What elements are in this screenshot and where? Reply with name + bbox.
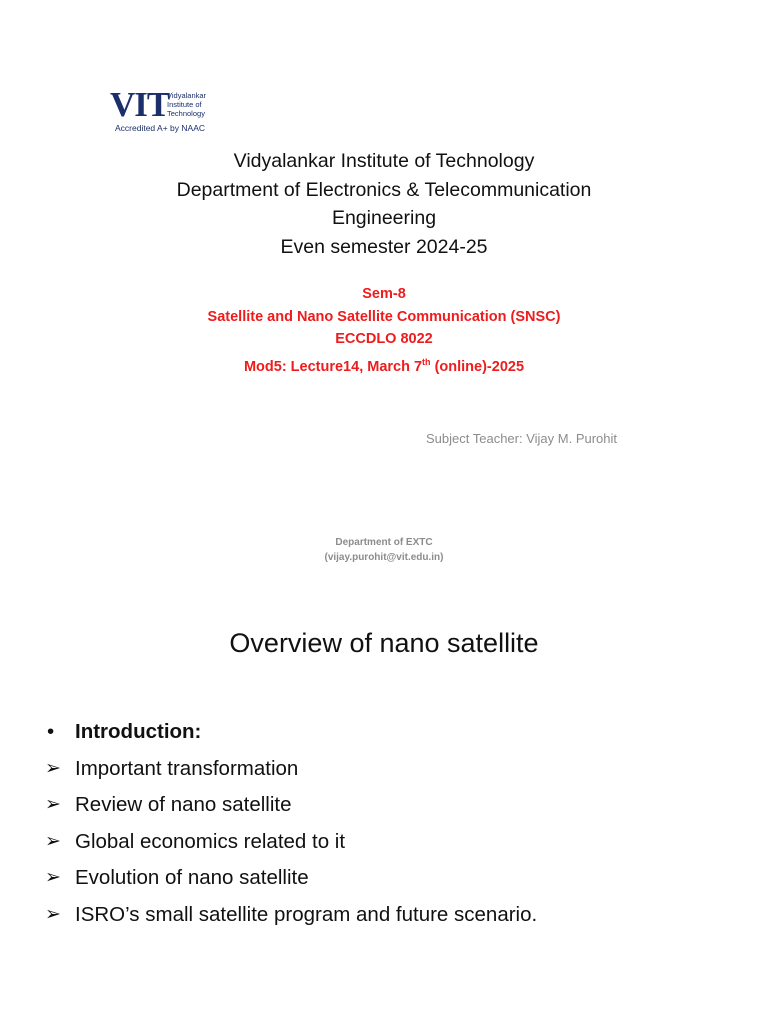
slide-title: Overview of nano satellite: [229, 628, 539, 658]
list-item-text: Important transformation: [75, 756, 299, 780]
lecture-info: [0, 351, 768, 378]
intro-label: Introduction:: [75, 720, 202, 743]
list-item: [45, 787, 537, 824]
logo-mark: VIT: [110, 85, 170, 124]
institute-name: Vidyalankar Institute of Technology: [233, 150, 535, 172]
arrow-bullet-icon: ➢: [45, 903, 61, 925]
sem-label: Sem-8: [362, 286, 406, 302]
arrow-bullet-icon: ➢: [45, 757, 61, 779]
department-name: Department of Electronics & Telecommunication: [176, 178, 592, 201]
topic-list: [45, 714, 537, 933]
department-footer-name: Department of EXTC: [335, 537, 433, 548]
logo-name-line: Institute of: [167, 100, 202, 109]
list-item: [45, 897, 537, 934]
lecture-suffix: (online)-2025: [430, 358, 525, 375]
list-item: [45, 751, 537, 788]
arrow-bullet-icon: ➢: [45, 794, 61, 815]
course-info: [0, 283, 768, 378]
list-item-text: Evolution of nano satellite: [75, 866, 309, 889]
list-item-text: Global economics related to it: [75, 829, 346, 853]
department-footer: [0, 536, 768, 565]
lecture-sup: th: [422, 356, 431, 367]
arrow-bullet-icon: ➢: [45, 867, 61, 888]
subject-name: Satellite and Nano Satellite Communication (SNSC): [207, 308, 561, 325]
course-code: ECCDLO 8022: [335, 331, 433, 347]
list-item-text: Review of nano satellite: [75, 793, 292, 816]
arrow-bullet-icon: ➢: [45, 830, 61, 852]
logo-name: [167, 91, 206, 118]
bullet-dot-icon: •: [47, 720, 55, 743]
department-footer-email: (vijay.purohit@vit.edu.in): [324, 551, 444, 563]
logo-name-line: Vidyalankar: [167, 91, 207, 100]
lecture-prefix: Mod5: Lecture14, March 7: [243, 358, 423, 375]
logo-name-line: Technology: [167, 109, 205, 118]
subject-teacher: Subject Teacher: Vijay M. Purohit: [426, 431, 618, 446]
list-item-text: ISRO’s small satellite program and future scenario.: [75, 902, 538, 926]
list-item: [45, 860, 537, 897]
semester-label: Even semester 2024-25: [280, 235, 488, 258]
vit-logo: [110, 85, 220, 135]
department-name-cont: Engineering: [331, 207, 437, 230]
list-item-intro: [45, 714, 537, 751]
institution-header: [0, 147, 768, 261]
logo-accreditation: Accredited A+ by NAAC: [115, 123, 206, 133]
list-item: [45, 824, 537, 861]
